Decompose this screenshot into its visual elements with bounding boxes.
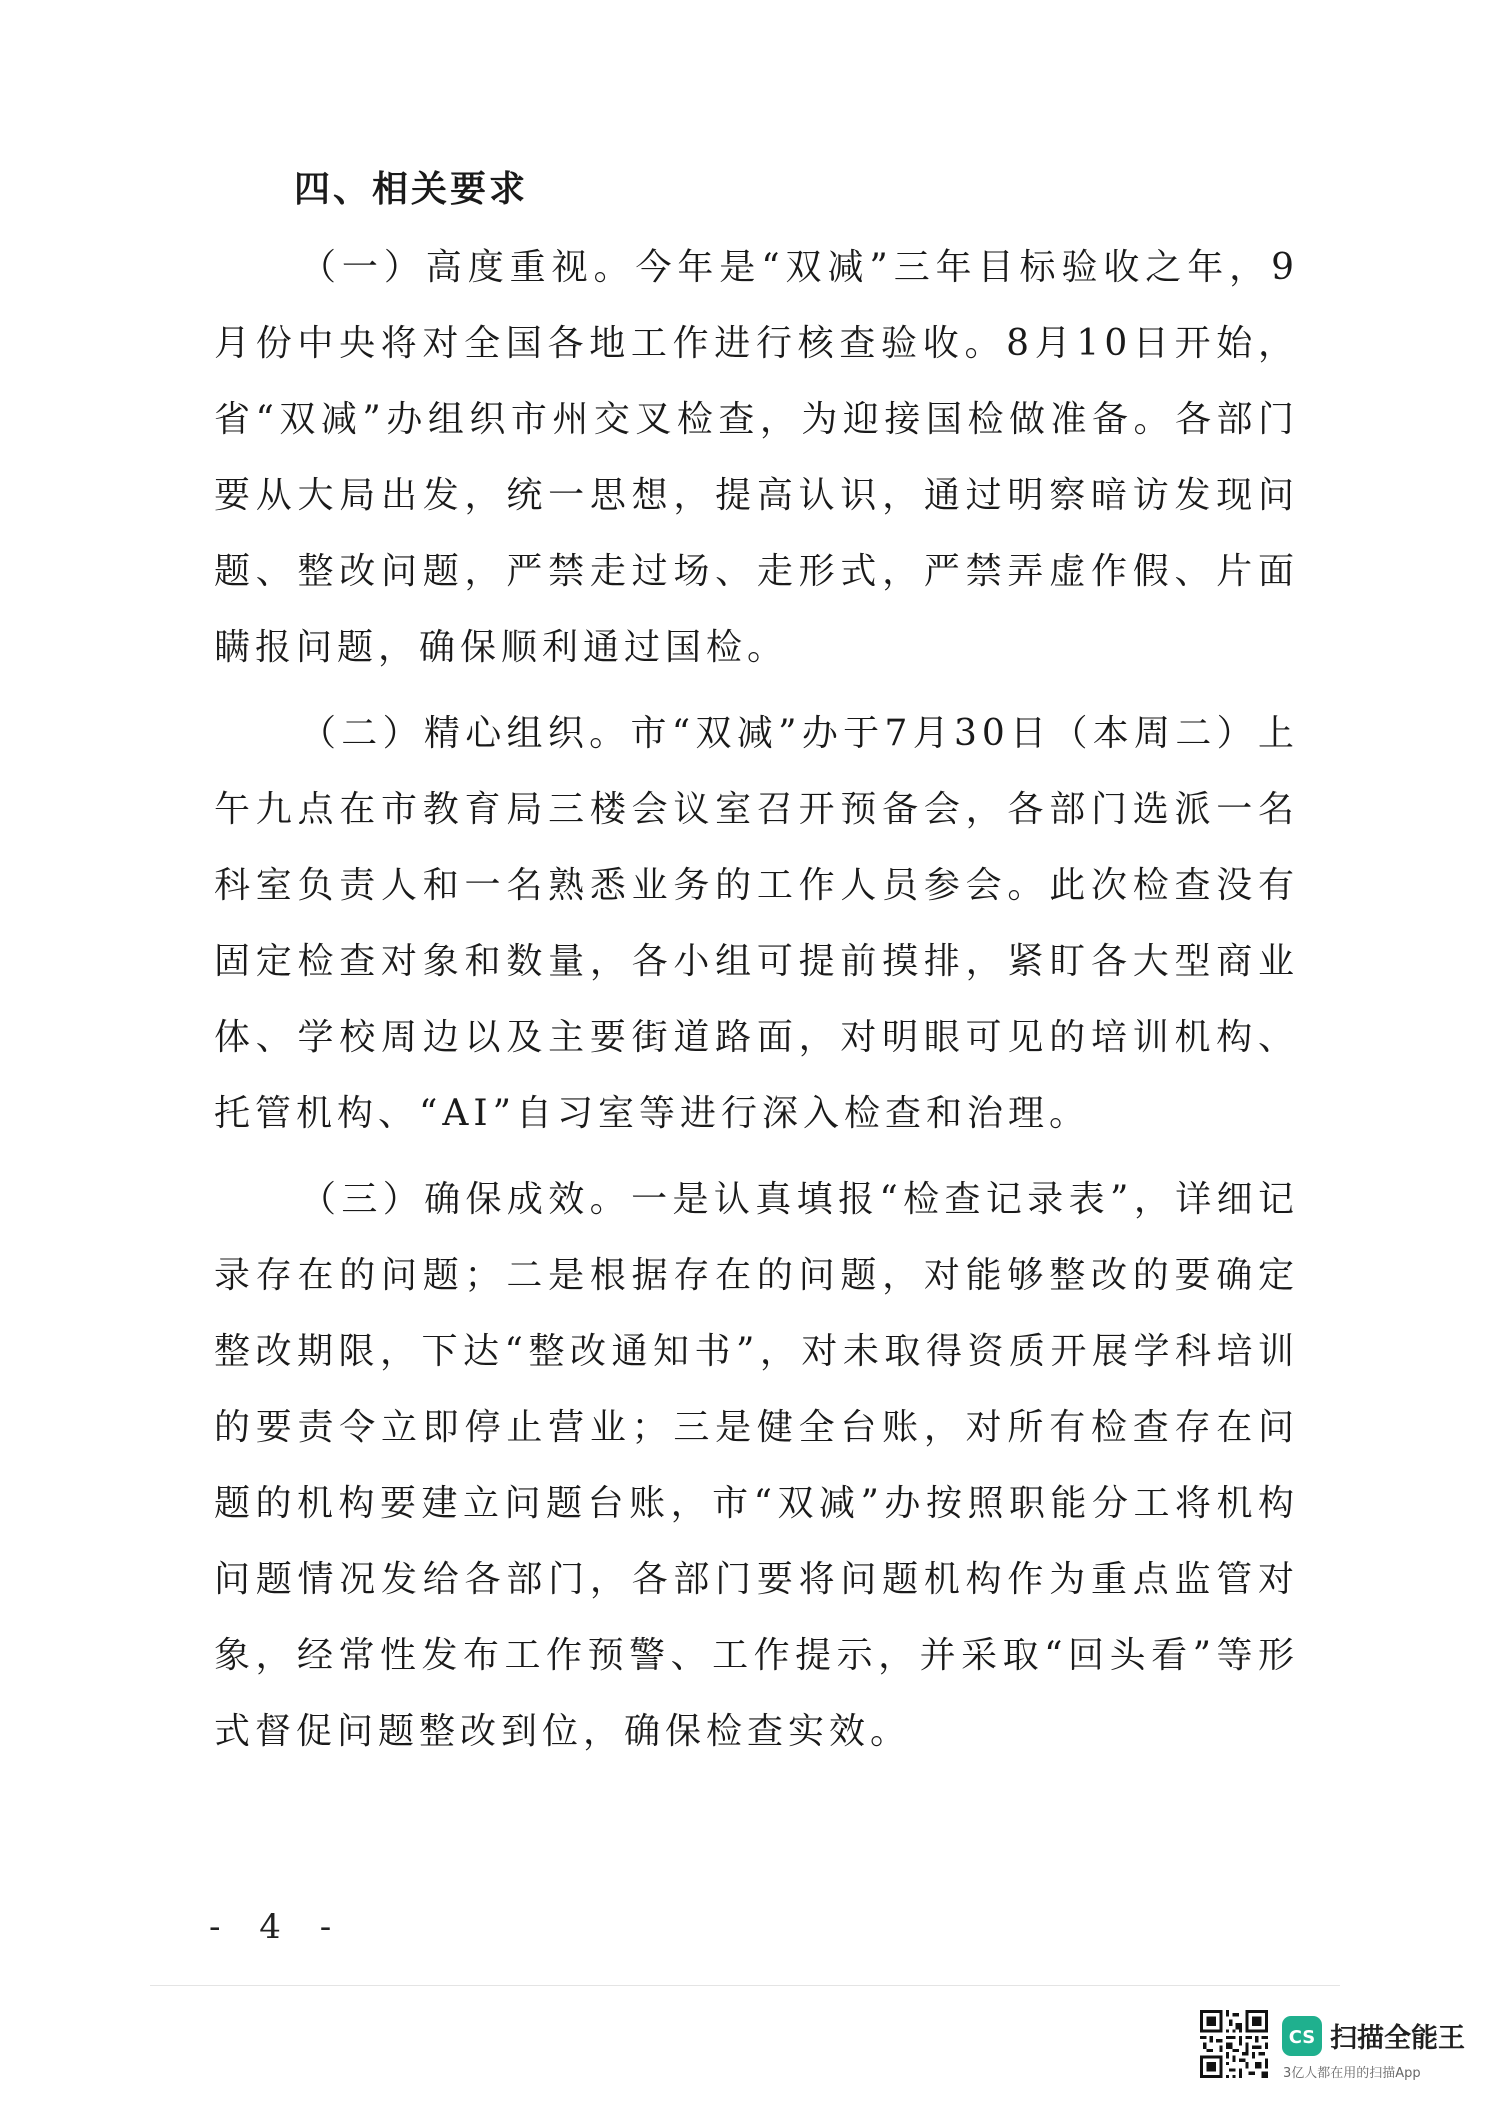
paragraph-2-lead: （二）精心组织。: [300, 713, 631, 754]
footer-divider: [150, 1985, 1340, 1986]
paragraph-1: [214, 230, 1299, 686]
section-heading: 四、相关要求: [294, 169, 529, 210]
paragraph-2: [214, 696, 1299, 1152]
paragraph-1-lead: （一）高度重视。: [300, 247, 636, 288]
camscanner-logo-icon: [1282, 2016, 1322, 2056]
brand-name: 扫描全能王: [1330, 2023, 1465, 2054]
scanner-watermark: [1200, 2010, 1480, 2094]
paragraph-3-text: 一是认真填报“检查记录表”，详细记录存在的问题；二是根据存在的问题，对能够整改的要确定整改期限，下达“整改通知书”，对未取得资质开展学科培训的要责令立即停止营业；三是健全台账，对所有检查存在问题的机构要建立问题台账，市“双减”办按照职能分工将机构问题情况发给各部门，各部门要将问题机构作为重点监管对象，经常性发布工作预警、工作提示，并采取“回头看”等形式督促问题整改到位，确保检查实效。: [214, 1179, 1299, 1752]
page-number: - 4 -: [209, 1907, 346, 1947]
paragraph-3-lead: （三）确保成效。: [300, 1179, 632, 1220]
brand-tagline: 3亿人都在用的扫描App: [1283, 2066, 1421, 2081]
paragraph-1-text: 今年是“双减”三年目标验收之年，9月份中央将对全国各地工作进行核查验收。8月10日开始，省“双减”办组织市州交叉检查，为迎接国检做准备。各部门要从大局出发，统一思想，提高认识，通过明察暗访发现问题、整改问题，严禁走过场、走形式，严禁弄虚作假、片面瞒报问题，确保顺利通过国检。: [214, 247, 1299, 668]
qr-code-icon: [1200, 2010, 1268, 2078]
document-body: [214, 150, 1299, 1770]
paragraph-3: [214, 1162, 1299, 1770]
logo-text: CS: [1288, 2027, 1316, 2048]
paragraph-2-text: 市“双减”办于7月30日（本周二）上午九点在市教育局三楼会议室召开预备会，各部门选派一名科室负责人和一名熟悉业务的工作人员参会。此次检查没有固定检查对象和数量，各小组可提前摸排，紧盯各大型商业体、学校周边以及主要街道路面，对明眼可见的培训机构、托管机构、“AI”自习室等进行深入检查和治理。: [214, 713, 1299, 1134]
